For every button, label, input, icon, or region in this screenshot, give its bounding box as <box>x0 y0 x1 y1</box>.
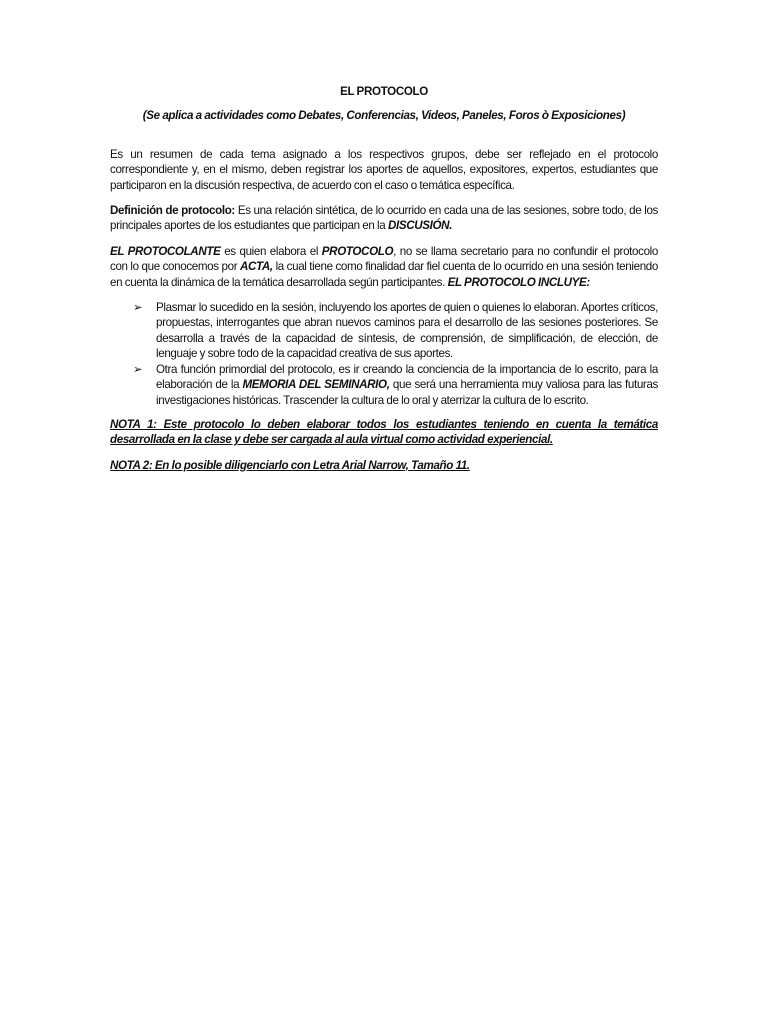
document-page <box>110 84 658 483</box>
document-subtitle: (Se aplica a actividades como Debates, Conferencias, Videos, Paneles, Foros ò Exposiciones) <box>142 109 626 123</box>
memoria-term: MEMORIA DEL SEMINARIO, <box>242 378 390 392</box>
arrow-bullet-icon: ➢ <box>133 362 143 376</box>
protocolante-text-1: es quien elabora el <box>220 244 322 258</box>
bullet-list <box>110 300 658 408</box>
bullet-text-2b: que será una herramienta muy valiosa para las futuras investigaciones históricas. Trascender la cultura de lo oral y aterrizar la cultura de lo escrito. <box>156 378 658 407</box>
protocolante-text-3: la cual tiene como finalidad dar fiel cuenta de lo ocurrido en una sesión teniendo en cuenta la dinámica de la temática desarrollada según participantes. <box>110 260 658 289</box>
protocolante-paragraph <box>110 244 658 290</box>
bullet-text-1: Plasmar lo sucedido en la sesión, incluyendo los aportes de quien o quienes lo elaboran. Aportes críticos, propuestas, interrogantes que abran nuevos caminos para el desarrollo de las sesiones posteriores. Se desarrolla a través de la capacidad de síntesis, de comprensión, de simplificación, de elección, de lenguaje y sobre todo de la capacidad creativa de sus aportes. <box>156 301 658 361</box>
bullet-text-2a: Otra función primordial del protocolo, es ir creando la conciencia de la importancia de lo escrito, para la elaboración de la <box>156 362 658 392</box>
arrow-bullet-icon: ➢ <box>133 301 143 315</box>
definition-paragraph <box>110 203 658 234</box>
protocolante-term: EL PROTOCOLANTE <box>110 244 221 258</box>
nota-1: NOTA 1: Este protocolo lo deben elaborar todos los estudiantes teniendo en cuenta la temática desarrollada en la clase y debe ser cargada al aula virtual como actividad experiencial. <box>110 417 658 447</box>
definition-label: Definición de protocolo: <box>110 204 235 218</box>
acta-term: ACTA, <box>239 260 273 274</box>
list-item <box>110 300 658 362</box>
definition-emphasis: DISCUSIÓN. <box>387 219 453 233</box>
protocolo-term: PROTOCOLO <box>321 244 394 258</box>
nota-2: NOTA 2: En lo posible diligenciarlo con Letra Arial Narrow, Tamaño 11. <box>110 458 470 472</box>
protocolante-text-2: , no se llama secretario para no confundir el protocolo con lo que conocemos por <box>110 244 659 274</box>
intro-paragraph: Es un resumen de cada tema asignado a los respectivos grupos, debe ser reflejado en el protocolo correspondiente y, en el mismo, deben registrar los aportes de aquellos, expositores, expertos, estudiantes que participaron en la discusión respectiva, de acuerdo con el caso o temática específica. <box>110 147 658 192</box>
protocolo-incluye-term: EL PROTOCOLO INCLUYE: <box>447 275 590 289</box>
definition-text: Es una relación sintética, de lo ocurrido en cada una de las sesiones, sobre todo, de los principales aportes de los estudiantes que participan en la <box>110 204 658 233</box>
list-item <box>110 362 658 408</box>
document-title: EL PROTOCOLO <box>340 85 428 98</box>
